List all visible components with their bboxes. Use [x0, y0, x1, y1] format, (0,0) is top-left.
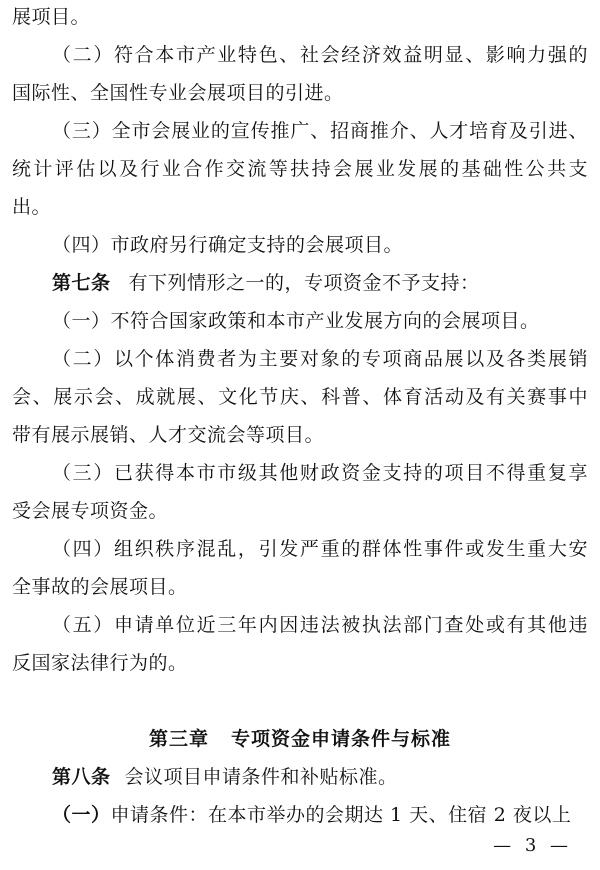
paragraph-line: （二）符合本市产业特色、社会经济效益明显、影响力强的: [52, 44, 588, 66]
paragraph-line: 带有展示展销、人才交流会等项目。: [12, 424, 325, 446]
paragraph-line: 会、展示会、成就展、文化节庆、科普、体育活动及有关赛事中: [12, 386, 588, 408]
paragraph-line: （四）组织秩序混乱，引发严重的群体性事件或发生重大安: [52, 538, 588, 560]
paragraph-line: （三）全市会展业的宣传推广、招商推介、人才培育及引进、: [52, 120, 588, 142]
paragraph-line: （四）市政府另行确定支持的会展项目。: [52, 234, 404, 256]
item-1-heading: （一）: [52, 804, 111, 826]
paragraph-line: 国际性、全国性专业会展项目的引进。: [12, 82, 344, 104]
paragraph-line: （二）以个体消费者为主要对象的专项商品展以及各类展销: [52, 348, 588, 370]
paragraph-line: 统计评估以及行业合作交流等扶持会展业发展的基础性公共支: [12, 158, 588, 180]
paragraph-line: 展项目。: [12, 6, 91, 28]
item-1-line: [52, 802, 588, 828]
paragraph-line: （五）申请单位近三年内因违法被执法部门查处或有其他违: [52, 614, 588, 636]
paragraph-line: 全事故的会展项目。: [12, 576, 188, 598]
article-8-line: [52, 764, 588, 790]
chapter-title: 专项资金申请条件与标准: [231, 728, 452, 750]
item-1-text: 申请条件：在本市举办的会期达 1 天、住宿 2 夜以上: [110, 804, 572, 826]
paragraph-line: （一）不符合国家政策和本市产业发展方向的会展项目。: [52, 310, 540, 332]
chapter-heading: [0, 726, 600, 752]
article-8-heading: 第八条: [52, 766, 111, 788]
article-7-text: 有下列情形之一的，专项资金不予支持：: [128, 272, 480, 294]
chapter-number: 第三章: [148, 728, 209, 750]
article-8-text: 会议项目申请条件和补贴标准。: [124, 766, 398, 788]
paragraph-line: 受会展专项资金。: [12, 500, 169, 522]
page-number: — 3 —: [493, 835, 572, 856]
paragraph-line: （三）已获得本市市级其他财政资金支持的项目不得重复享: [52, 462, 588, 484]
article-7-line: [52, 270, 588, 296]
paragraph-line: 反国家法律行为的。: [12, 652, 188, 674]
article-7-heading: 第七条: [52, 272, 111, 294]
paragraph-line: 出。: [12, 196, 52, 218]
